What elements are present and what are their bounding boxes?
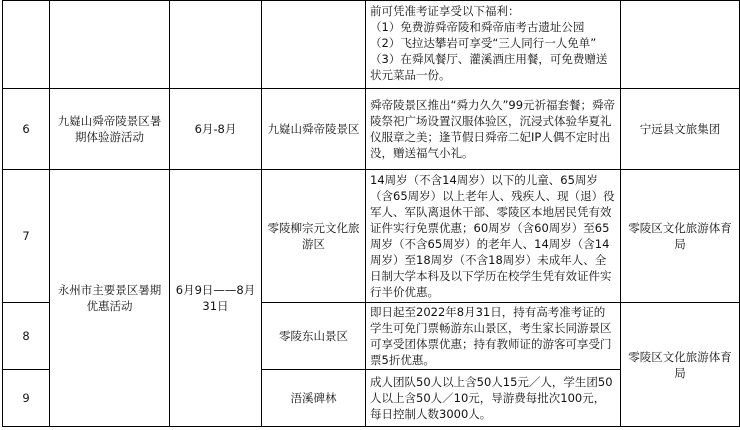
row-number: 9 bbox=[3, 370, 50, 427]
event-name: 永州市主要景区暑期优惠活动 bbox=[50, 170, 170, 427]
offer-detail: 舜帝陵景区推出“舜力久久”99元祈福套餐；舜帝陵祭祀广场设置汉服体验区，沉浸式体验华夏礼仪服章之美；逢节假日舜帝二妃IP人偶不定时出没，赠送福气小礼。 bbox=[366, 89, 621, 170]
table-row bbox=[3, 89, 740, 170]
scenic-site: 浯溪碑林 bbox=[262, 370, 366, 427]
scenic-site: 零陵东山景区 bbox=[262, 303, 366, 370]
detail-line: （2）飞拉达攀岩可享受“三人同行一人免单” bbox=[370, 36, 597, 50]
activity-table bbox=[2, 0, 740, 427]
organizer: 零陵区文化旅游体育局 bbox=[621, 170, 740, 303]
row-number: 6 bbox=[3, 89, 50, 170]
event-date: 6月9日——8月31日 bbox=[170, 170, 262, 427]
row-number-cell bbox=[3, 1, 50, 89]
table-row bbox=[3, 1, 740, 89]
row-number: 8 bbox=[3, 303, 50, 370]
offer-detail: 14周岁（不含14周岁）以下的儿童、65周岁（含65周岁）以上老年人、残疾人、现（退）役军人、军队离退休干部、零陵区本地居民凭有效证件实行免票优惠；60周岁（含60周岁）至65周岁（不含65周岁）的老年人、14周岁（含14周岁）至18周岁（不含18周岁）未成年人、全日制大学本科及以下学历在校学生凭有效证件实行半价优惠。 bbox=[366, 170, 621, 303]
row-number: 7 bbox=[3, 170, 50, 303]
date-cell bbox=[170, 1, 262, 89]
detail-cell bbox=[366, 1, 621, 89]
table-row bbox=[3, 170, 740, 303]
organizer: 零陵区文化旅游体育局 bbox=[621, 303, 740, 427]
detail-line: （3）在舜风餐厅、灌溪酒庄用餐，可免费赠送状元菜品一份。 bbox=[370, 52, 608, 82]
scenic-site: 零陵柳宗元文化旅游区 bbox=[262, 170, 366, 303]
event-name: 九嶷山舜帝陵景区暑期体验游活动 bbox=[50, 89, 170, 170]
event-name-cell bbox=[50, 1, 170, 89]
organizer-cell bbox=[621, 1, 740, 89]
detail-line: （1）免费游舜帝陵和舜帝庙考古遗址公园 bbox=[370, 20, 585, 34]
event-date: 6月-8月 bbox=[170, 89, 262, 170]
offer-detail: 即日起至2022年8月31日，持有高考准考证的学生可免门票畅游东山景区，考生家长同游景区可享受团体票优惠；持有教师证的游客可享受门票5折优惠。 bbox=[366, 303, 621, 370]
detail-line: 前可凭准考证享受以下福利： bbox=[370, 4, 520, 18]
site-cell bbox=[262, 1, 366, 89]
scenic-site: 九嶷山舜帝陵景区 bbox=[262, 89, 366, 170]
organizer: 宁远县文旅集团 bbox=[621, 89, 740, 170]
offer-detail: 成人团队50人以上含50人15元／人，学生团50人以上含50人／10元，导游费每批次100元，每日控制人数3000人。 bbox=[366, 370, 621, 427]
